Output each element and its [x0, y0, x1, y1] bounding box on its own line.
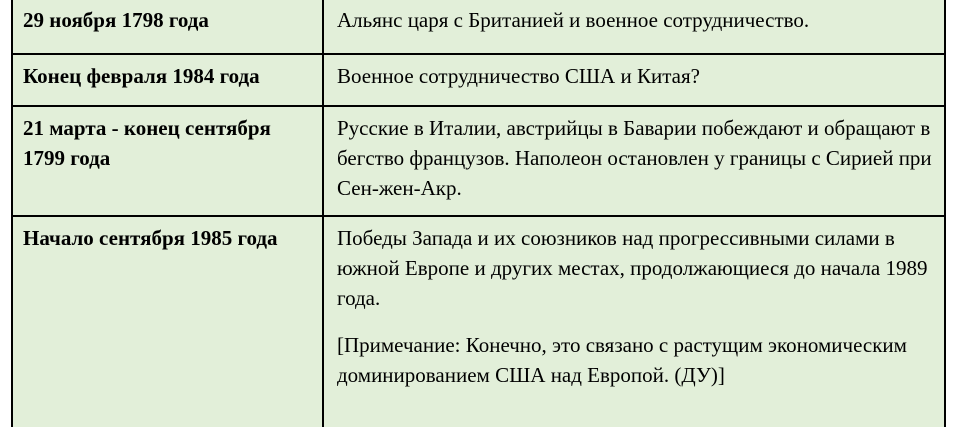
table-row: [12, 0, 945, 54]
event-cell: [323, 54, 945, 106]
table-row: [12, 216, 945, 427]
event-text: Победы Запада и их союзников над прогрессивными силами в южной Европе и других местах, продолжающиеся до начала 1989 года.: [337, 226, 928, 310]
date-cell: [12, 54, 323, 106]
date-cell: [12, 216, 323, 427]
event-cell: [323, 216, 945, 427]
event-text: Военное сотрудничество США и Китая?: [337, 64, 700, 88]
date-text: 21 марта - конец сентября 1799 года: [23, 116, 271, 170]
date-text: 29 ноября 1798 года: [23, 8, 209, 32]
event-cell: [323, 0, 945, 54]
event-note-text: [Примечание: Конечно, это связано с растущим экономическим доминированием США над Европой. (ДУ)]: [337, 333, 907, 387]
event-text: Русские в Италии, австрийцы в Баварии побеждают и обращают в бегство французов. Наполеон остановлен у границы с Сирией при Сен-жен-Акр.: [337, 116, 932, 200]
date-text: Конец февраля 1984 года: [23, 64, 260, 88]
table-row: [12, 106, 945, 216]
date-cell: [12, 106, 323, 216]
chronology-table: [11, 0, 946, 427]
event-text: Альянс царя с Британией и военное сотрудничество.: [337, 8, 810, 32]
date-text: Начало сентября 1985 года: [23, 226, 278, 250]
event-cell: [323, 106, 945, 216]
date-cell: [12, 0, 323, 54]
table-row: [12, 54, 945, 106]
